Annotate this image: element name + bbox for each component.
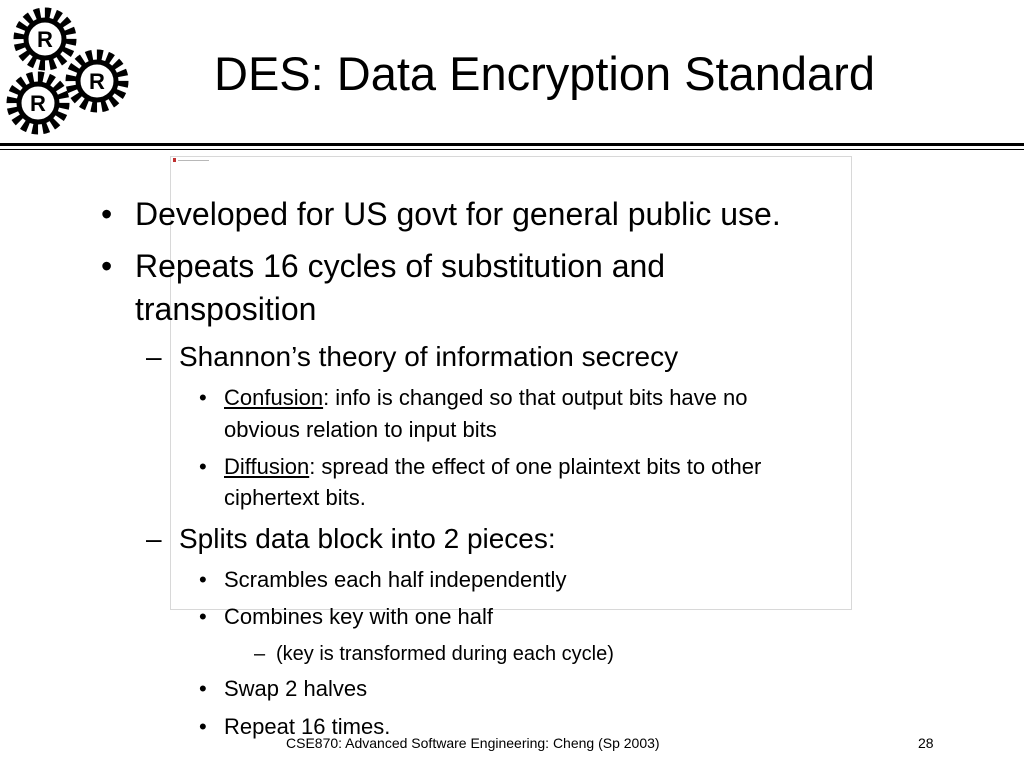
gear-letter-bottom: R — [30, 91, 46, 116]
bullet-text-continued: transposition — [135, 291, 317, 327]
term-confusion: Confusion — [224, 385, 324, 410]
term-diffusion: Diffusion — [224, 454, 310, 479]
bullet-marker: • — [199, 676, 207, 701]
level4-bullet-item — [254, 640, 614, 668]
sub-sub-bullet-text: Repeat 16 times. — [224, 714, 391, 739]
sub-sub-bullet-item — [199, 601, 494, 632]
sub-bullet-text: Shannon’s theory of information secrecy — [179, 341, 679, 372]
sub-sub-bullet-text-continued: ciphertext bits. — [224, 485, 366, 510]
gears-logo — [0, 0, 140, 142]
sub-sub-bullet-item — [199, 673, 368, 704]
sub-sub-bullet-text: Scrambles each half independently — [224, 567, 567, 592]
bullet-marker: • — [199, 604, 207, 629]
footer-page-number: 28 — [918, 735, 934, 751]
title-divider-thick — [0, 143, 1024, 146]
sub-bullet-text: Splits data block into 2 pieces: — [179, 523, 556, 554]
title-divider-thin — [0, 149, 1024, 150]
sub-sub-bullet-text: : info is changed so that output bits have no — [323, 385, 748, 410]
gear-icon — [14, 79, 62, 127]
sub-bullet-item — [146, 340, 679, 374]
sub-sub-bullet-item — [199, 382, 748, 413]
bullet-item — [101, 194, 781, 234]
sub-sub-bullet-item — [199, 564, 567, 595]
slide-title: DES: Data Encryption Standard — [214, 47, 875, 100]
gear-icon — [73, 57, 121, 105]
dash-marker: – — [146, 341, 162, 372]
sub-sub-bullet-text: : spread the effect of one plaintext bits to other — [309, 454, 762, 479]
dash-marker: – — [146, 523, 162, 554]
level4-bullet-text: (key is transformed during each cycle) — [276, 643, 614, 665]
bullet-marker: • — [199, 567, 207, 592]
bullet-marker: • — [199, 714, 207, 739]
bullet-text: Repeats 16 cycles of substitution and — [135, 248, 666, 284]
bullet-marker: • — [101, 248, 113, 284]
bullet-item — [101, 246, 666, 286]
bullet-marker: • — [199, 454, 207, 479]
sub-sub-bullet-text: Combines key with one half — [224, 604, 494, 629]
embedded-object-tag-icon — [173, 158, 209, 162]
footer-course: CSE870: Advanced Software Engineering: Cheng (Sp 2003) — [286, 735, 660, 751]
sub-bullet-item — [146, 522, 556, 556]
gear-icon — [21, 15, 69, 63]
bullet-marker: • — [199, 385, 207, 410]
gear-letter-top: R — [37, 27, 53, 52]
sub-sub-bullet-text: Swap 2 halves — [224, 676, 368, 701]
bullet-marker: • — [101, 196, 113, 232]
bullet-text: Developed for US govt for general public use. — [135, 196, 781, 232]
sub-sub-bullet-text-continued: obvious relation to input bits — [224, 417, 497, 442]
sub-sub-bullet-item — [199, 451, 762, 482]
gear-letter-right: R — [89, 69, 105, 94]
dash-marker: – — [254, 643, 266, 665]
